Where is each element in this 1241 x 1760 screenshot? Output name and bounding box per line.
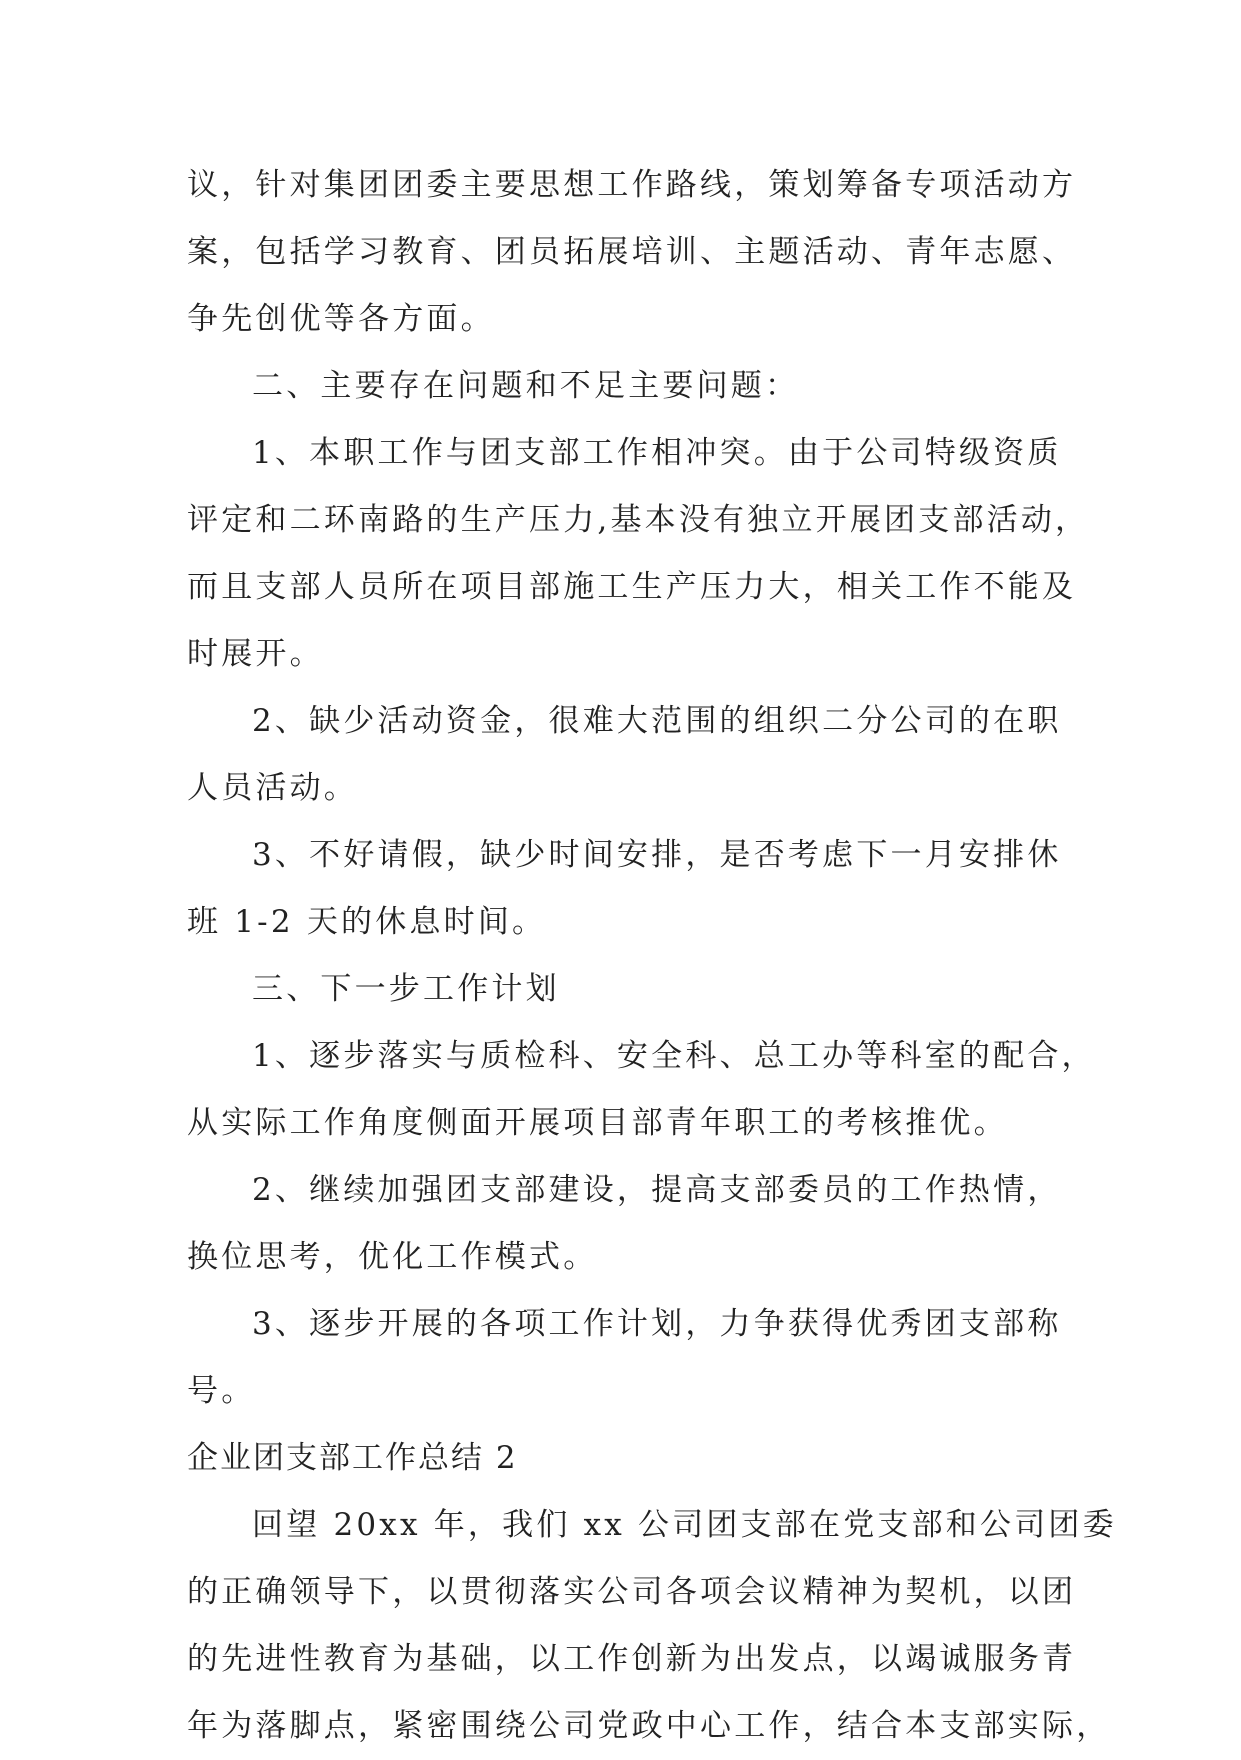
text-line: 案，包括学习教育、团员拓展培训、主题活动、青年志愿、 (187, 234, 1077, 270)
text-line: 2、继续加强团支部建设，提高支部委员的工作热情， (252, 1172, 1062, 1208)
text-line: 3、不好请假，缺少时间安排，是否考虑下一月安排休 (252, 837, 1062, 873)
text-line: 评定和二环南路的生产压力,基本没有独立开展团支部活动， (187, 502, 1090, 538)
text-line: 议，针对集团团委主要思想工作路线，策划筹备专项活动方 (187, 167, 1077, 203)
text-line: 从实际工作角度侧面开展项目部青年职工的考核推优。 (187, 1105, 1008, 1141)
text-line: 人员活动。 (187, 770, 358, 806)
section-heading: 三、下一步工作计划 (252, 971, 560, 1007)
section-heading: 二、主要存在问题和不足主要问题： (252, 368, 800, 404)
text-line: 班 1-2 天的休息时间。 (187, 904, 547, 940)
text-line: 1、本职工作与团支部工作相冲突。由于公司特级资质 (252, 435, 1062, 471)
text-line: 而且支部人员所在项目部施工生产压力大，相关工作不能及 (187, 569, 1077, 605)
text-line: 回望 20xx 年，我们 xx 公司团支部在党支部和公司团委 (252, 1507, 1117, 1543)
text-line: 时展开。 (187, 636, 324, 672)
text-line: 的先进性教育为基础，以工作创新为出发点，以竭诚服务青 (187, 1641, 1077, 1677)
text-line: 换位思考，优化工作模式。 (187, 1239, 598, 1275)
document-title: 企业团支部工作总结 2 (187, 1440, 518, 1476)
text-line: 争先创优等各方面。 (187, 301, 495, 337)
text-line: 号。 (187, 1373, 256, 1409)
text-line: 年为落脚点，紧密围绕公司党政中心工作，结合本支部实际， (187, 1708, 1111, 1744)
text-line: 3、逐步开展的各项工作计划，力争获得优秀团支部称 (252, 1306, 1062, 1342)
text-line: 2、缺少活动资金，很难大范围的组织二分公司的在职 (252, 703, 1062, 739)
document-body (187, 152, 1117, 1760)
text-line: 1、逐步落实与质检科、安全科、总工办等科室的配合， (252, 1038, 1096, 1074)
text-line: 的正确领导下，以贯彻落实公司各项会议精神为契机，以团 (187, 1574, 1077, 1610)
